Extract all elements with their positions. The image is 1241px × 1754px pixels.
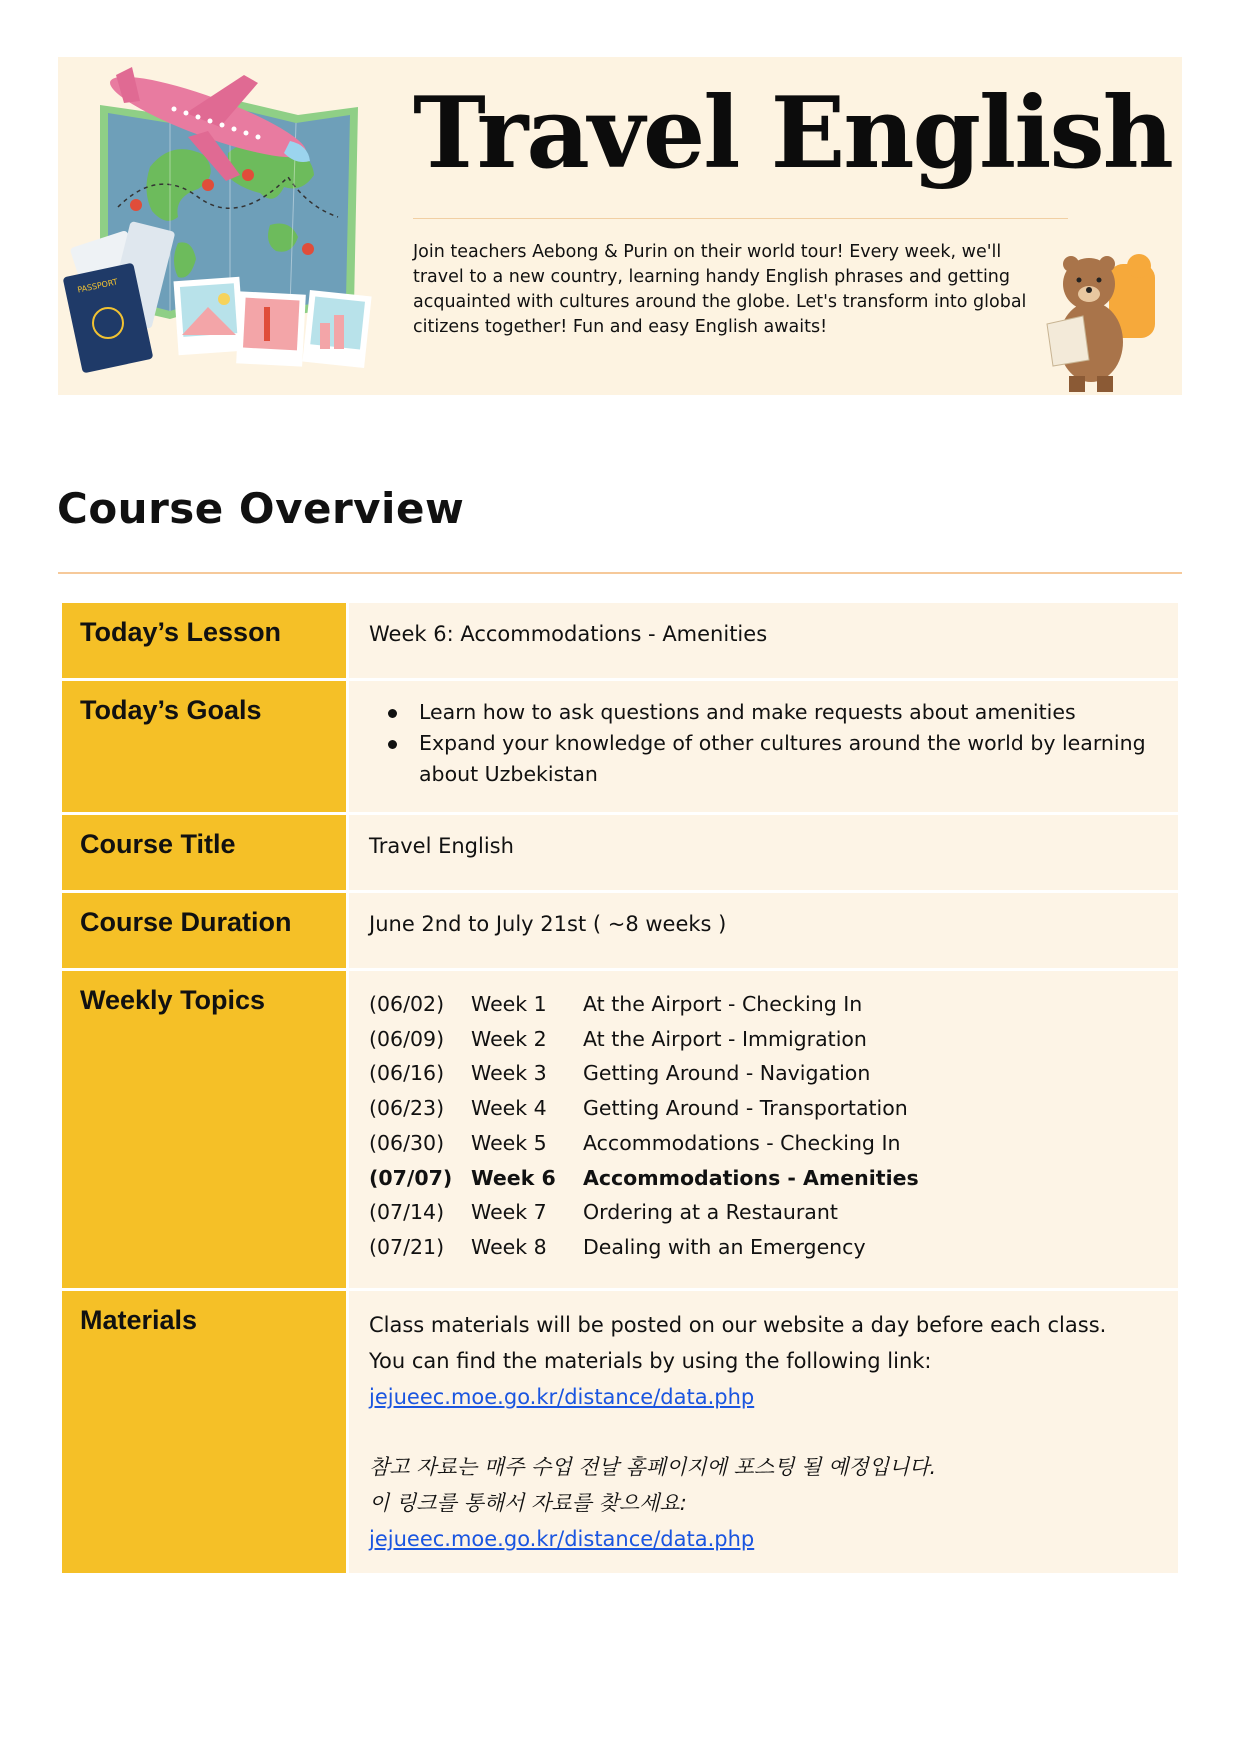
row-label: Course Duration	[62, 893, 346, 968]
materials-cell	[349, 1291, 1178, 1573]
row-label: Course Title	[62, 815, 346, 890]
table-row	[62, 971, 1178, 1288]
row-label: Weekly Topics	[62, 971, 346, 1288]
topic-name: At the Airport - Checking In	[583, 992, 863, 1016]
course-overview-table	[59, 600, 1181, 1576]
topic-date: (06/16)	[369, 1061, 445, 1086]
topic-name: Accommodations - Amenities	[583, 1165, 919, 1190]
goals-cell	[349, 681, 1178, 812]
topic-date: (06/02)	[369, 992, 445, 1016]
topic-week: Week 5	[471, 1130, 547, 1155]
table-row	[62, 681, 1178, 812]
topic-name: Dealing with an Emergency	[583, 1234, 866, 1259]
topic-week: Week 1	[471, 992, 547, 1016]
section-title: Course Overview	[57, 484, 465, 533]
topic-row	[369, 1056, 1158, 1091]
travel-illustration	[58, 57, 413, 395]
topic-date: (06/23)	[369, 1096, 445, 1121]
table-row	[62, 893, 1178, 968]
topic-week: Week 7	[471, 1200, 547, 1225]
topic-row	[369, 1195, 1158, 1230]
row-label: Materials	[62, 1291, 346, 1573]
topic-week: Week 3	[471, 1061, 547, 1086]
topic-name: Getting Around - Navigation	[583, 1061, 871, 1086]
topic-name: Ordering at a Restaurant	[583, 1200, 838, 1225]
row-label: Today’s Lesson	[62, 603, 346, 678]
topic-row	[369, 1230, 1158, 1265]
banner-description: Join teachers Aebong & Purin on their world tour! Every week, we'll travel to a new country, learning handy English phrases and getting acquainted with cultures around the globe. Let's transform into global citizens together! Fun and easy English awaits!	[413, 242, 1027, 337]
list-item: Expand your knowledge of other cultures around the world by learning about Uzbekistan	[397, 728, 1158, 790]
table-row	[62, 815, 1178, 890]
topic-row-current	[369, 1161, 1158, 1196]
divider	[413, 218, 1068, 219]
topic-row	[369, 1022, 1158, 1057]
topic-date: (06/30)	[369, 1130, 445, 1155]
bear-backpacker-icon	[1041, 244, 1171, 394]
banner-title: Travel English	[413, 76, 1172, 191]
topic-row	[369, 987, 1158, 1022]
topic-date: (07/14)	[369, 1200, 445, 1225]
materials-text-korean: 참고 자료는 매주 수업 전날 홈페이지에 포스팅 될 예정입니다.	[369, 1455, 937, 1479]
topic-week: Week 8	[471, 1234, 547, 1259]
goals-list	[369, 697, 1158, 790]
topic-name: At the Airport - Immigration	[583, 1026, 867, 1051]
section-divider	[58, 572, 1182, 574]
svg-text:PASSPORT: PASSPORT	[76, 277, 119, 295]
duration-value: June 2nd to July 21st ( ~8 weeks )	[349, 893, 1178, 968]
topic-date: (07/07)	[369, 1165, 453, 1190]
topic-week: Week 4	[471, 1096, 547, 1121]
row-label: Today’s Goals	[62, 681, 346, 812]
topic-week: Week 2	[471, 1026, 547, 1051]
topic-date: (06/09)	[369, 1026, 445, 1051]
materials-text-korean: 이 링크를 통해서 자료를 찾으세요:	[369, 1491, 687, 1515]
topic-row	[369, 1126, 1158, 1161]
weekly-topics-list	[369, 987, 1158, 1265]
table-row	[62, 603, 1178, 678]
topics-cell	[349, 971, 1178, 1288]
table-row	[62, 1291, 1178, 1573]
topic-row	[369, 1091, 1158, 1126]
topic-date: (07/21)	[369, 1234, 445, 1259]
materials-link[interactable]: jejueec.moe.go.kr/distance/data.php	[369, 1385, 755, 1409]
course-title-value: Travel English	[349, 815, 1178, 890]
materials-text: Class materials will be posted on our website a day before each class.	[369, 1313, 1107, 1337]
topic-week: Week 6	[471, 1165, 556, 1190]
materials-text: You can find the materials by using the following link:	[369, 1349, 932, 1373]
lesson-value: Week 6: Accommodations - Amenities	[349, 603, 1178, 678]
list-item: Learn how to ask questions and make requests about amenities	[397, 697, 1158, 728]
topic-name: Accommodations - Checking In	[583, 1130, 901, 1155]
materials-link-korean[interactable]: jejueec.moe.go.kr/distance/data.php	[369, 1527, 755, 1551]
topic-name: Getting Around - Transportation	[583, 1096, 908, 1121]
header-banner	[58, 57, 1182, 395]
